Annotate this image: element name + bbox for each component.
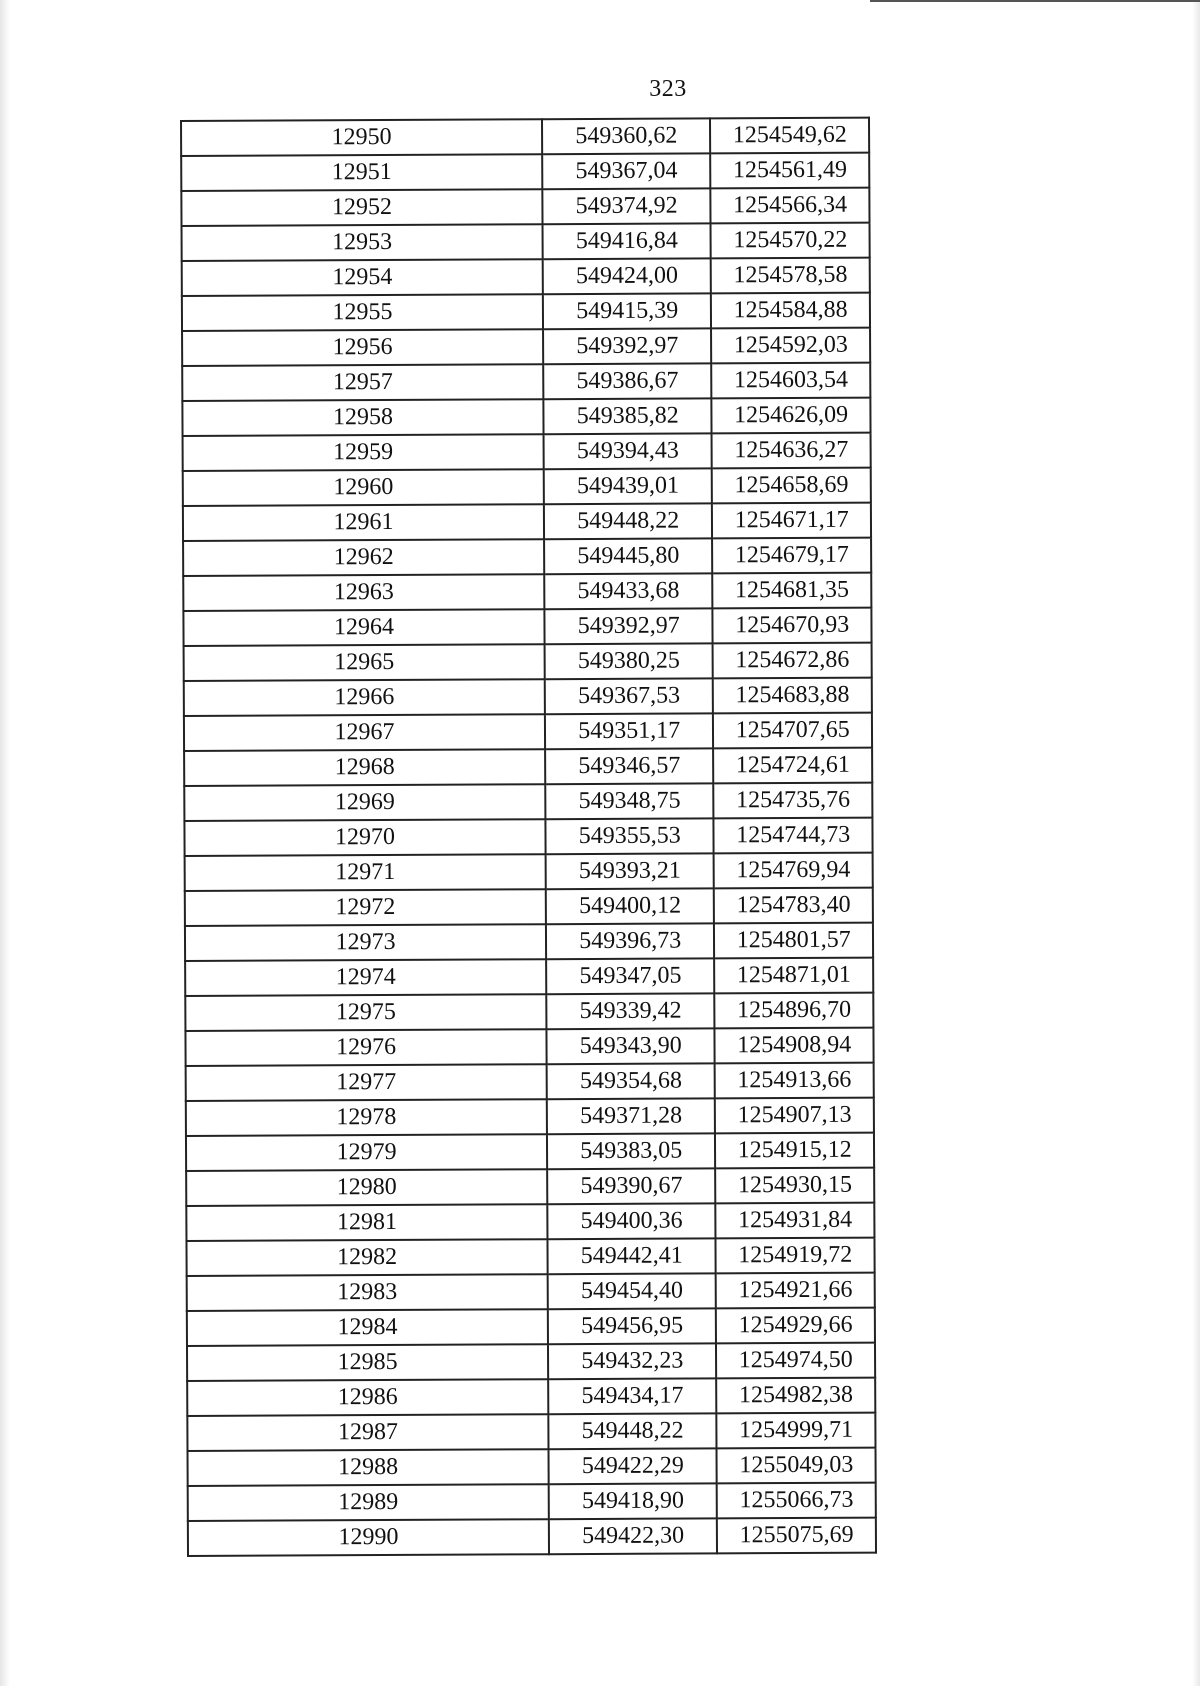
- y-coordinate-cell: 1254801,57: [714, 923, 873, 959]
- point-number-cell: 12957: [182, 364, 543, 401]
- point-number-cell: 12950: [181, 119, 542, 156]
- x-coordinate-cell: 549442,41: [548, 1238, 717, 1274]
- point-number-cell: 12960: [183, 469, 544, 506]
- table-row: [182, 398, 870, 436]
- point-number-cell: 12955: [182, 294, 543, 331]
- point-number-cell: 12981: [186, 1204, 547, 1241]
- x-coordinate-cell: 549374,92: [542, 188, 711, 224]
- table-row: [186, 1168, 874, 1206]
- table-row: [187, 1308, 875, 1346]
- y-coordinate-cell: 1254626,09: [712, 398, 871, 434]
- y-coordinate-cell: 1254570,22: [711, 223, 870, 259]
- y-coordinate-cell: 1254907,13: [715, 1098, 874, 1134]
- y-coordinate-cell: 1254735,76: [714, 783, 873, 819]
- point-number-cell: 12987: [187, 1414, 548, 1451]
- x-coordinate-cell: 549400,36: [547, 1203, 716, 1239]
- y-coordinate-cell: 1254974,50: [716, 1343, 875, 1379]
- top-edge-rule: [870, 0, 1200, 2]
- x-coordinate-cell: 549432,23: [548, 1343, 717, 1379]
- table-row: [184, 748, 872, 786]
- point-number-cell: 12969: [184, 784, 545, 821]
- table-row: [183, 538, 871, 576]
- table-row: [185, 993, 873, 1031]
- y-coordinate-cell: 1254930,15: [716, 1168, 875, 1204]
- page-left-edge-shadow: [0, 0, 10, 1686]
- y-coordinate-cell: 1254931,84: [716, 1203, 875, 1239]
- table-row: [182, 328, 870, 366]
- table-row: [183, 468, 871, 506]
- x-coordinate-cell: 549448,22: [544, 503, 713, 539]
- point-number-cell: 12979: [186, 1134, 547, 1171]
- y-coordinate-cell: 1254921,66: [716, 1273, 875, 1309]
- y-coordinate-cell: 1254549,62: [710, 118, 869, 154]
- x-coordinate-cell: 549392,97: [544, 608, 713, 644]
- table-row: [186, 1063, 874, 1101]
- table-row: [183, 573, 871, 611]
- point-number-cell: 12973: [185, 924, 546, 961]
- x-coordinate-cell: 549400,12: [546, 888, 715, 924]
- x-coordinate-cell: 549383,05: [547, 1133, 716, 1169]
- y-coordinate-cell: 1254915,12: [715, 1133, 874, 1169]
- y-coordinate-cell: 1254566,34: [711, 188, 870, 224]
- point-number-cell: 12985: [187, 1344, 548, 1381]
- point-number-cell: 12983: [187, 1274, 548, 1311]
- table-row: [188, 1518, 876, 1556]
- x-coordinate-cell: 549422,29: [549, 1448, 718, 1484]
- table-row: [186, 1238, 874, 1276]
- y-coordinate-cell: 1254592,03: [711, 328, 870, 364]
- y-coordinate-cell: 1254561,49: [711, 153, 870, 189]
- point-number-cell: 12982: [186, 1239, 547, 1276]
- page-number: 323: [649, 76, 687, 102]
- coordinates-table: [180, 117, 877, 1557]
- y-coordinate-cell: 1254724,61: [713, 748, 872, 784]
- table-row: [183, 433, 871, 471]
- x-coordinate-cell: 549346,57: [545, 748, 714, 784]
- table-row: [186, 1098, 874, 1136]
- point-number-cell: 12976: [185, 1029, 546, 1066]
- x-coordinate-cell: 549439,01: [544, 468, 713, 504]
- table-row: [182, 363, 870, 401]
- point-number-cell: 12953: [182, 224, 543, 261]
- x-coordinate-cell: 549456,95: [548, 1308, 717, 1344]
- table-row: [184, 783, 872, 821]
- table-row: [185, 958, 873, 996]
- point-number-cell: 12951: [181, 154, 542, 191]
- x-coordinate-cell: 549454,40: [548, 1273, 717, 1309]
- x-coordinate-cell: 549386,67: [543, 363, 712, 399]
- table-body: [181, 118, 876, 1556]
- y-coordinate-cell: 1254913,66: [715, 1063, 874, 1099]
- point-number-cell: 12966: [184, 679, 545, 716]
- point-number-cell: 12974: [185, 959, 546, 996]
- y-coordinate-cell: 1254783,40: [714, 888, 873, 924]
- table-row: [181, 153, 869, 191]
- y-coordinate-cell: 1255049,03: [717, 1448, 876, 1484]
- x-coordinate-cell: 549445,80: [544, 538, 713, 574]
- y-coordinate-cell: 1254982,38: [717, 1378, 876, 1414]
- x-coordinate-cell: 549390,67: [547, 1168, 716, 1204]
- table-row: [181, 188, 869, 226]
- table-row: [188, 1448, 876, 1486]
- point-number-cell: 12977: [186, 1064, 547, 1101]
- x-coordinate-cell: 549394,43: [544, 433, 713, 469]
- x-coordinate-cell: 549339,42: [546, 993, 715, 1029]
- x-coordinate-cell: 549433,68: [544, 573, 713, 609]
- point-number-cell: 12975: [185, 994, 546, 1031]
- table-row: [183, 503, 871, 541]
- y-coordinate-cell: 1254584,88: [711, 293, 870, 329]
- x-coordinate-cell: 549392,97: [543, 328, 712, 364]
- y-coordinate-cell: 1254672,86: [713, 643, 872, 679]
- point-number-cell: 12967: [184, 714, 545, 751]
- page-right-edge-shadow: [1192, 0, 1200, 1686]
- point-number-cell: 12972: [185, 889, 546, 926]
- x-coordinate-cell: 549415,39: [543, 293, 712, 329]
- y-coordinate-cell: 1254919,72: [716, 1238, 875, 1274]
- table-row: [185, 1028, 873, 1066]
- y-coordinate-cell: 1254681,35: [713, 573, 872, 609]
- y-coordinate-cell: 1254658,69: [712, 468, 871, 504]
- table-row: [182, 258, 870, 296]
- y-coordinate-cell: 1254670,93: [713, 608, 872, 644]
- table-row: [185, 888, 873, 926]
- table-row: [185, 853, 873, 891]
- point-number-cell: 12984: [187, 1309, 548, 1346]
- y-coordinate-cell: 1254999,71: [717, 1413, 876, 1449]
- y-coordinate-cell: 1254908,94: [715, 1028, 874, 1064]
- point-number-cell: 12964: [183, 609, 544, 646]
- x-coordinate-cell: 549418,90: [549, 1483, 718, 1519]
- point-number-cell: 12965: [184, 644, 545, 681]
- y-coordinate-cell: 1254744,73: [714, 818, 873, 854]
- point-number-cell: 12954: [182, 259, 543, 296]
- point-number-cell: 12990: [188, 1519, 549, 1556]
- table-row: [185, 923, 873, 961]
- x-coordinate-cell: 549385,82: [543, 398, 712, 434]
- table-row: [186, 1133, 874, 1171]
- x-coordinate-cell: 549380,25: [545, 643, 714, 679]
- table-row: [182, 223, 870, 261]
- x-coordinate-cell: 549355,53: [545, 818, 714, 854]
- table-row: [187, 1413, 875, 1451]
- table-row: [184, 818, 872, 856]
- y-coordinate-cell: 1254871,01: [715, 958, 874, 994]
- y-coordinate-cell: 1254769,94: [714, 853, 873, 889]
- x-coordinate-cell: 549354,68: [547, 1063, 716, 1099]
- y-coordinate-cell: 1254679,17: [712, 538, 871, 574]
- y-coordinate-cell: 1254707,65: [713, 713, 872, 749]
- x-coordinate-cell: 549422,30: [549, 1518, 718, 1554]
- table-row: [184, 643, 872, 681]
- y-coordinate-cell: 1254603,54: [712, 363, 871, 399]
- point-number-cell: 12988: [188, 1449, 549, 1486]
- point-number-cell: 12959: [183, 434, 544, 471]
- x-coordinate-cell: 549343,90: [546, 1028, 715, 1064]
- y-coordinate-cell: 1254896,70: [715, 993, 874, 1029]
- x-coordinate-cell: 549434,17: [548, 1378, 717, 1414]
- y-coordinate-cell: 1254578,58: [711, 258, 870, 294]
- point-number-cell: 12970: [184, 819, 545, 856]
- x-coordinate-cell: 549396,73: [546, 923, 715, 959]
- table-row: [187, 1343, 875, 1381]
- x-coordinate-cell: 549360,62: [542, 118, 711, 154]
- point-number-cell: 12989: [188, 1484, 549, 1521]
- y-coordinate-cell: 1255075,69: [717, 1518, 876, 1554]
- point-number-cell: 12962: [183, 539, 544, 576]
- point-number-cell: 12980: [186, 1169, 547, 1206]
- x-coordinate-cell: 549393,21: [546, 853, 715, 889]
- y-coordinate-cell: 1254671,17: [712, 503, 871, 539]
- point-number-cell: 12952: [181, 189, 542, 226]
- point-number-cell: 12956: [182, 329, 543, 366]
- x-coordinate-cell: 549348,75: [545, 783, 714, 819]
- table-row: [183, 608, 871, 646]
- point-number-cell: 12961: [183, 504, 544, 541]
- x-coordinate-cell: 549448,22: [548, 1413, 717, 1449]
- x-coordinate-cell: 549351,17: [545, 713, 714, 749]
- point-number-cell: 12958: [182, 399, 543, 436]
- table-row: [187, 1378, 875, 1416]
- x-coordinate-cell: 549424,00: [543, 258, 712, 294]
- point-number-cell: 12986: [187, 1379, 548, 1416]
- x-coordinate-cell: 549367,53: [545, 678, 714, 714]
- point-number-cell: 12971: [185, 854, 546, 891]
- x-coordinate-cell: 549367,04: [542, 153, 711, 189]
- point-number-cell: 12978: [186, 1099, 547, 1136]
- table-row: [186, 1203, 874, 1241]
- table-row: [181, 118, 869, 156]
- table-row: [184, 678, 872, 716]
- x-coordinate-cell: 549371,28: [547, 1098, 716, 1134]
- table-row: [187, 1273, 875, 1311]
- y-coordinate-cell: 1254929,66: [716, 1308, 875, 1344]
- table-row: [184, 713, 872, 751]
- point-number-cell: 12963: [183, 574, 544, 611]
- table-row: [182, 293, 870, 331]
- y-coordinate-cell: 1254636,27: [712, 433, 871, 469]
- y-coordinate-cell: 1254683,88: [713, 678, 872, 714]
- y-coordinate-cell: 1255066,73: [717, 1483, 876, 1519]
- x-coordinate-cell: 549347,05: [546, 958, 715, 994]
- point-number-cell: 12968: [184, 749, 545, 786]
- table-row: [188, 1483, 876, 1521]
- x-coordinate-cell: 549416,84: [543, 223, 712, 259]
